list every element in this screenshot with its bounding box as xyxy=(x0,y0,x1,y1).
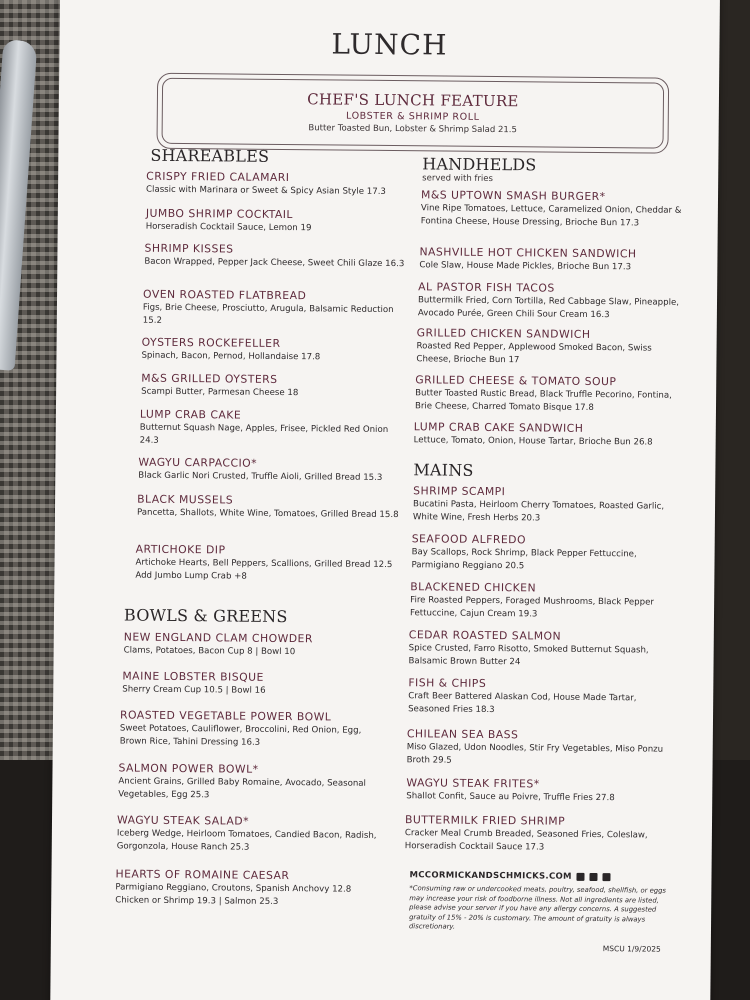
menu-item xyxy=(118,761,388,803)
item-desc: Roasted Red Pepper, Applewood Smoked Bacon, Swiss Cheese, Brioche Bun 17 xyxy=(416,341,652,365)
item-name: SALMON POWER BOWL* xyxy=(118,761,259,776)
menu-item xyxy=(418,280,688,322)
menu-item xyxy=(416,326,686,368)
menu-item xyxy=(146,170,416,199)
item-name: BLACKENED CHICKEN xyxy=(410,580,537,595)
item-desc: Figs, Brie Cheese, Prosciutto, Arugula, Balsamic Reduction 15.2 xyxy=(142,302,394,326)
item-name: SEAFOOD ALFREDO xyxy=(411,532,527,547)
item-desc: Black Garlic Nori Crusted, Truffle Aioli, Grilled Bread 15.3 xyxy=(138,470,383,483)
item-name: AL PASTOR FISH TACOS xyxy=(418,280,555,295)
menu-item xyxy=(407,727,677,769)
menu-item xyxy=(124,630,394,659)
facebook-icon[interactable] xyxy=(577,873,585,881)
menu-item xyxy=(408,676,678,718)
item-desc: Lettuce, Tomato, Onion, House Tartar, Brioche Bun 26.8 xyxy=(413,435,653,448)
menu-item xyxy=(141,372,411,401)
item-desc: Spice Crusted, Farro Risotto, Smoked Butternut Squash, Balsamic Brown Butter 24 xyxy=(408,643,649,667)
item-desc: Horseradish Cocktail Sauce, Lemon 19 xyxy=(145,221,312,234)
item-desc: Cracker Meal Crumb Breaded, Seasoned Fries, Coleslaw, Horseradish Cocktail Sauce 17.3 xyxy=(404,828,648,853)
item-desc: Scampi Butter, Parmesan Cheese 18 xyxy=(141,386,299,399)
item-desc: Parmigiano Reggiano, Croutons, Spanish Anchovy 12.8 Chicken or Shrimp 19.3 | Salmon 25.3 xyxy=(115,882,352,907)
menu-item xyxy=(122,669,392,698)
item-desc: Craft Beer Battered Alaskan Cod, House Made Tartar, Seasoned Fries 18.3 xyxy=(408,691,637,715)
menu-item xyxy=(143,288,413,330)
menu-item xyxy=(144,242,414,271)
menu-title: LUNCH xyxy=(331,27,448,62)
item-name: SHRIMP SCAMPI xyxy=(413,484,506,499)
item-name: SHRIMP KISSES xyxy=(144,241,234,256)
feature-heading: CHEF'S LUNCH FEATURE xyxy=(307,90,519,111)
item-desc: Vine Ripe Tomatoes, Lettuce, Caramelized Onion, Cheddar & Fontina Cheese, House Dressing, Brioche Bun 17.3 xyxy=(420,203,682,228)
item-name: WAGYU STEAK SALAD* xyxy=(116,813,250,828)
item-desc: Spinach, Bacon, Pernod, Hollandaise 17.8 xyxy=(141,350,321,363)
website-line xyxy=(409,870,669,882)
item-desc: Buttermilk Fried, Corn Tortilla, Red Cabbage Slaw, Pineapple, Avocado Purée, Green Chili Sour Cream 16.3 xyxy=(417,295,680,320)
item-name: OVEN ROASTED FLATBREAD xyxy=(143,287,307,303)
menu-item xyxy=(140,408,410,450)
menu-footer xyxy=(409,870,670,934)
item-name: FISH & CHIPS xyxy=(408,676,487,690)
item-desc: Cole Slaw, House Made Pickles, Brioche Bun 17.3 xyxy=(419,260,632,273)
section-bowls-greens: BOWLS & GREENS xyxy=(123,605,288,627)
menu-item xyxy=(419,245,689,274)
section-shareables: SHAREABLES xyxy=(150,145,270,166)
item-desc: Sherry Cream Cup 10.5 | Bowl 16 xyxy=(122,684,266,696)
item-desc: Pancetta, Shallots, White Wine, Tomatoes, Grilled Bread 15.8 xyxy=(136,507,399,521)
item-desc: Miso Glazed, Udon Noodles, Stir Fry Vegetables, Miso Ponzu Broth 29.5 xyxy=(406,742,664,766)
menu-item xyxy=(120,708,390,750)
item-name: BLACK MUSSELS xyxy=(137,492,234,507)
item-desc: Artichoke Hearts, Bell Peppers, Scallions, Grilled Bread 12.5 Add Jumbo Lump Crab +8 xyxy=(135,557,393,582)
item-name: WAGYU CARPACCIO* xyxy=(138,455,258,470)
chef-feature-box xyxy=(156,73,669,154)
menu-item xyxy=(415,373,685,415)
menu-item xyxy=(413,484,683,526)
menu-item xyxy=(141,336,411,365)
item-name: ARTICHOKE DIP xyxy=(135,542,226,557)
feature-item: LOBSTER & SHRIMP ROLL xyxy=(346,110,480,123)
item-desc: Classic with Marinara or Sweet & Spicy Asian Style 17.3 xyxy=(146,184,386,197)
section-mains: MAINS xyxy=(413,460,474,480)
menu-item xyxy=(135,543,405,585)
menu-item xyxy=(405,813,675,855)
item-name: MAINE LOBSTER BISQUE xyxy=(122,669,264,684)
item-name: CEDAR ROASTED SALMON xyxy=(408,628,562,643)
print-stamp: MSCU 1/9/2025 xyxy=(602,944,661,954)
instagram-icon[interactable] xyxy=(603,873,611,881)
item-name: NEW ENGLAND CLAM CHOWDER xyxy=(123,630,313,646)
menu-item xyxy=(146,207,416,236)
item-name: M&S GRILLED OYSTERS xyxy=(141,371,278,386)
item-name: ROASTED VEGETABLE POWER BOWL xyxy=(119,708,332,724)
menu-item xyxy=(409,628,679,670)
item-name: GRILLED CHEESE & TOMATO SOUP xyxy=(415,373,617,389)
item-name: OYSTERS ROCKEFELLER xyxy=(141,335,281,350)
item-name: WAGYU STEAK FRITES* xyxy=(406,776,540,791)
menu-item xyxy=(421,188,691,230)
item-name: GRILLED CHICKEN SANDWICH xyxy=(416,326,591,341)
item-desc: Iceberg Wedge, Heirloom Tomatoes, Candied Bacon, Radish, Gorgonzola, House Ranch 25.3 xyxy=(116,828,377,853)
feature-desc: Butter Toasted Bun, Lobster & Shrimp Salad 21.5 xyxy=(308,123,517,136)
menu-sheet xyxy=(50,0,720,1000)
section-handhelds: HANDHELDS xyxy=(422,154,537,175)
x-icon[interactable] xyxy=(590,873,598,881)
item-name: LUMP CRAB CAKE xyxy=(139,407,242,422)
item-desc: Butternut Squash Nage, Apples, Frisee, Pickled Red Onion 24.3 xyxy=(139,422,389,446)
menu-item xyxy=(117,813,387,855)
item-name: JUMBO SHRIMP COCKTAIL xyxy=(145,206,294,222)
menu-item xyxy=(406,776,676,805)
menu-item xyxy=(115,867,385,909)
item-desc: Bucatini Pasta, Heirloom Cherry Tomatoes, Roasted Garlic, White Wine, Fresh Herbs 20.3 xyxy=(412,499,665,523)
menu-item xyxy=(138,456,408,485)
item-desc: Ancient Grains, Grilled Baby Romaine, Avocado, Seasonal Vegetables, Egg 25.3 xyxy=(118,776,367,800)
item-name: LUMP CRAB CAKE SANDWICH xyxy=(413,420,584,435)
item-desc: Sweet Potatoes, Cauliflower, Broccolini, Red Onion, Egg, Brown Rice, Tahini Dressing 16.3 xyxy=(119,723,362,748)
item-desc: Bay Scallops, Rock Shrimp, Black Pepper Fettuccine, Parmigiano Reggiano 20.5 xyxy=(411,547,637,571)
item-desc: Shallot Confit, Sauce au Poivre, Truffle Fries 27.8 xyxy=(406,791,615,804)
handhelds-subtitle: served with fries xyxy=(422,173,494,184)
menu-item xyxy=(410,580,680,622)
item-desc: Butter Toasted Rustic Bread, Black Truffle Pecorino, Fontina, Brie Cheese, Charred Tomato Bisque 17.8 xyxy=(414,388,672,413)
menu-item xyxy=(414,420,684,449)
item-name: BUTTERMILK FRIED SHRIMP xyxy=(404,813,566,828)
item-desc: Fire Roasted Peppers, Foraged Mushrooms, Black Pepper Fettuccine, Cajun Cream 19.3 xyxy=(409,595,654,619)
item-name: CRISPY FRIED CALAMARI xyxy=(146,169,290,185)
item-name: M&S UPTOWN SMASH BURGER* xyxy=(420,188,606,204)
item-name: NASHVILLE HOT CHICKEN SANDWICH xyxy=(419,245,637,261)
item-name: CHILEAN SEA BASS xyxy=(406,727,519,742)
website-link[interactable]: MCCORMICKANDSCHMICKS.COM xyxy=(409,870,572,882)
disclaimer: *Consuming raw or undercooked meats, poultry, seafood, shellfish, or eggs may increase your risk of foodborne illness. Not all ingredients are listed, please advise your server if you have any allergy concerns. A suggested gratuity of 15% - 20% is customary. The amount of gratuity is always discretionary. xyxy=(408,884,667,931)
item-name: HEARTS OF ROMAINE CAESAR xyxy=(115,867,290,883)
item-desc: Clams, Potatoes, Bacon Cup 8 | Bowl 10 xyxy=(123,645,296,658)
item-desc: Bacon Wrapped, Pepper Jack Cheese, Sweet Chili Glaze 16.3 xyxy=(144,256,405,270)
menu-item xyxy=(411,532,681,574)
menu-item xyxy=(137,493,407,522)
